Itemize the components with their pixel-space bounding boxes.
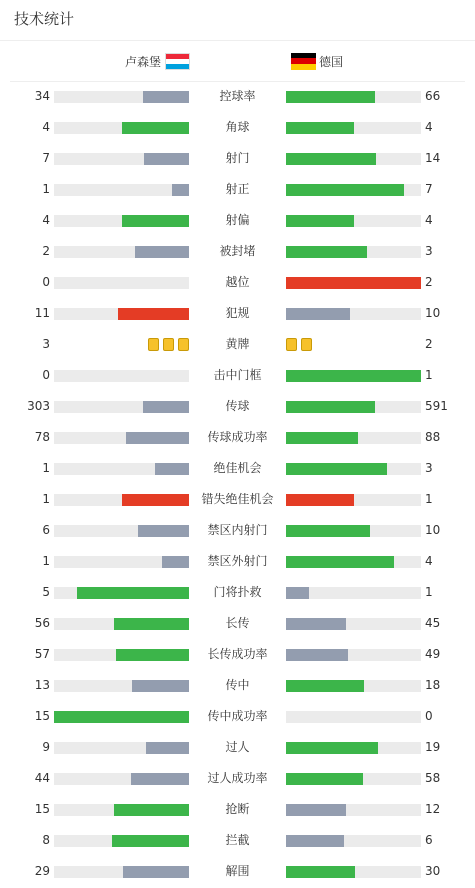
away-value: 2 <box>425 275 433 289</box>
home-bar-fill <box>126 432 189 444</box>
home-value: 4 <box>42 213 50 227</box>
away-bar-track <box>286 184 421 196</box>
home-bar-fill <box>135 246 189 258</box>
home-bar-track <box>54 587 189 599</box>
home-bar-fill <box>131 773 189 785</box>
away-bar-fill <box>286 649 348 661</box>
away-bar-fill <box>286 184 404 196</box>
stat-row <box>0 484 475 515</box>
home-bar-fill <box>144 153 189 165</box>
stat-row <box>0 701 475 732</box>
home-value: 15 <box>34 709 50 723</box>
away-bar-fill <box>286 370 421 382</box>
stat-label: 传球成功率 <box>207 430 268 444</box>
yellow-card-icon <box>163 338 174 351</box>
stat-label: 犯规 <box>225 306 250 320</box>
away-bar-fill <box>286 494 354 506</box>
home-bar-track <box>54 432 189 444</box>
home-value: 6 <box>42 523 50 537</box>
stat-label: 抢断 <box>225 802 250 816</box>
home-bar-track <box>54 122 189 134</box>
stat-row <box>0 391 475 422</box>
away-bar-fill <box>286 742 378 754</box>
home-bar-track <box>54 773 189 785</box>
away-bar-track <box>286 277 421 289</box>
stat-label: 禁区内射门 <box>207 523 268 537</box>
home-bar-fill <box>122 215 190 227</box>
home-bar-track <box>54 463 189 475</box>
home-bar-track <box>54 804 189 816</box>
stat-row <box>0 577 475 608</box>
away-bar-fill <box>286 401 375 413</box>
stat-label: 解围 <box>225 864 250 878</box>
stat-label: 拦截 <box>225 833 250 847</box>
home-value: 5 <box>42 585 50 599</box>
away-bar-fill <box>286 463 387 475</box>
stat-row <box>0 670 475 701</box>
away-yellow-cards <box>286 338 312 351</box>
stat-row <box>0 329 475 360</box>
stat-label: 传球 <box>225 399 250 413</box>
home-yellow-cards <box>148 338 189 351</box>
home-team-name: 卢森堡 <box>124 54 161 69</box>
home-value: 303 <box>27 399 50 413</box>
away-bar-track <box>286 649 421 661</box>
home-value: 0 <box>42 275 50 289</box>
home-bar-track <box>54 866 189 878</box>
stat-row <box>0 763 475 794</box>
home-bar-track <box>54 649 189 661</box>
away-value: 1 <box>425 368 433 382</box>
stat-row <box>0 608 475 639</box>
stats-list <box>0 81 475 887</box>
away-value: 3 <box>425 461 433 475</box>
stat-row <box>0 112 475 143</box>
home-bar-track <box>54 525 189 537</box>
home-bar-fill <box>132 680 189 692</box>
stat-row <box>0 453 475 484</box>
home-bar-fill <box>146 742 189 754</box>
home-value: 3 <box>42 337 50 351</box>
away-value: 7 <box>425 182 433 196</box>
away-bar-track <box>286 742 421 754</box>
stat-label: 绝佳机会 <box>213 461 262 475</box>
home-value: 4 <box>42 120 50 134</box>
home-bar-fill <box>118 308 189 320</box>
away-bar-fill <box>286 556 394 568</box>
away-bar-track <box>286 494 421 506</box>
away-bar-track <box>286 711 421 723</box>
stat-row <box>0 81 475 112</box>
stat-row <box>0 143 475 174</box>
away-value: 1 <box>425 585 433 599</box>
home-bar-fill <box>116 649 189 661</box>
away-value: 4 <box>425 554 433 568</box>
away-value: 3 <box>425 244 433 258</box>
stat-row <box>0 515 475 546</box>
away-value: 30 <box>425 864 441 878</box>
home-bar-track <box>54 153 189 165</box>
yellow-card-icon <box>301 338 312 351</box>
home-bar-fill <box>54 711 189 723</box>
away-bar-track <box>286 804 421 816</box>
away-bar-track <box>286 215 421 227</box>
home-bar-track <box>54 680 189 692</box>
away-bar-track <box>286 525 421 537</box>
stat-label: 传中 <box>225 678 250 692</box>
yellow-card-icon <box>148 338 159 351</box>
stat-label: 射门 <box>225 151 250 165</box>
away-bar-fill <box>286 525 370 537</box>
stat-label: 传中成功率 <box>207 709 268 723</box>
stat-label: 越位 <box>225 275 250 289</box>
away-value: 58 <box>425 771 441 785</box>
home-value: 2 <box>42 244 50 258</box>
home-bar-track <box>54 494 189 506</box>
home-team-header <box>125 51 190 71</box>
away-bar-track <box>286 463 421 475</box>
stat-row <box>0 298 475 329</box>
away-value: 88 <box>425 430 441 444</box>
home-value: 29 <box>34 864 50 878</box>
away-bar-track <box>286 587 421 599</box>
home-bar-fill <box>138 525 189 537</box>
home-value: 15 <box>34 802 50 816</box>
stat-row <box>0 732 475 763</box>
stat-row <box>0 360 475 391</box>
home-value: 1 <box>42 182 50 196</box>
home-value: 9 <box>42 740 50 754</box>
home-bar-fill <box>172 184 189 196</box>
away-bar-track <box>286 618 421 630</box>
home-bar-fill <box>143 401 189 413</box>
home-bar-track <box>54 308 189 320</box>
away-bar-track <box>286 153 421 165</box>
home-bar-track <box>54 835 189 847</box>
away-bar-fill <box>286 680 364 692</box>
home-bar-fill <box>77 587 189 599</box>
home-bar-track <box>54 246 189 258</box>
stat-label: 射正 <box>225 182 250 196</box>
stat-label: 过人 <box>225 740 250 754</box>
away-value: 591 <box>425 399 448 413</box>
stat-row <box>0 205 475 236</box>
stat-row <box>0 422 475 453</box>
home-value: 1 <box>42 461 50 475</box>
away-bar-track <box>286 773 421 785</box>
home-bar-track <box>54 215 189 227</box>
away-bar-track <box>286 246 421 258</box>
home-bar-track <box>54 742 189 754</box>
away-value: 66 <box>425 89 441 103</box>
home-value: 34 <box>34 89 50 103</box>
home-bar-fill <box>162 556 189 568</box>
home-bar-track <box>54 401 189 413</box>
away-bar-track <box>286 835 421 847</box>
away-value: 10 <box>425 306 441 320</box>
home-value: 7 <box>42 151 50 165</box>
away-bar-track <box>286 370 421 382</box>
stat-label: 门将扑救 <box>213 585 262 599</box>
away-value: 2 <box>425 337 433 351</box>
away-value: 19 <box>425 740 441 754</box>
luxembourg-flag-icon <box>165 53 190 70</box>
stat-row <box>0 267 475 298</box>
stat-row <box>0 174 475 205</box>
home-bar-fill <box>122 494 190 506</box>
away-bar-fill <box>286 804 346 816</box>
away-value: 14 <box>425 151 441 165</box>
stat-row <box>0 236 475 267</box>
title-divider <box>0 40 475 41</box>
away-bar-fill <box>286 835 344 847</box>
away-value: 1 <box>425 492 433 506</box>
home-bar-fill <box>114 804 189 816</box>
stat-row <box>0 794 475 825</box>
away-bar-fill <box>286 587 309 599</box>
stat-row <box>0 639 475 670</box>
away-value: 45 <box>425 616 441 630</box>
stat-label: 击中门框 <box>213 368 262 382</box>
away-bar-track <box>286 432 421 444</box>
away-value: 49 <box>425 647 441 661</box>
home-bar-track <box>54 556 189 568</box>
stat-label: 禁区外射门 <box>207 554 268 568</box>
away-bar-fill <box>286 215 354 227</box>
yellow-card-icon <box>286 338 297 351</box>
home-bar-fill <box>123 866 189 878</box>
stat-label: 过人成功率 <box>207 771 268 785</box>
home-value: 11 <box>34 306 50 320</box>
home-bar-fill <box>122 122 190 134</box>
home-value: 44 <box>34 771 50 785</box>
home-value: 57 <box>34 647 50 661</box>
stat-label: 长传成功率 <box>207 647 268 661</box>
away-value: 12 <box>425 802 441 816</box>
away-bar-fill <box>286 618 346 630</box>
stat-label: 错失绝佳机会 <box>201 492 274 506</box>
away-value: 4 <box>425 120 433 134</box>
stat-label: 角球 <box>225 120 250 134</box>
away-value: 4 <box>425 213 433 227</box>
home-bar-fill <box>114 618 189 630</box>
stat-label: 被封堵 <box>219 244 256 258</box>
away-bar-track <box>286 91 421 103</box>
page-title: 技术统计 <box>14 10 75 28</box>
away-bar-track <box>286 122 421 134</box>
home-value: 1 <box>42 554 50 568</box>
away-bar-track <box>286 680 421 692</box>
home-bar-track <box>54 91 189 103</box>
home-bar-track <box>54 277 189 289</box>
home-bar-track <box>54 618 189 630</box>
away-bar-fill <box>286 773 363 785</box>
away-bar-track <box>286 866 421 878</box>
home-value: 8 <box>42 833 50 847</box>
away-bar-track <box>286 556 421 568</box>
away-bar-fill <box>286 122 354 134</box>
home-value: 78 <box>34 430 50 444</box>
stat-label: 射偏 <box>225 213 250 227</box>
stat-label: 黄牌 <box>225 337 250 351</box>
away-team-name: 德国 <box>319 54 344 69</box>
away-bar-track <box>286 401 421 413</box>
away-team-header <box>291 51 343 71</box>
home-value: 1 <box>42 492 50 506</box>
germany-flag-icon <box>291 53 316 70</box>
home-bar-track <box>54 184 189 196</box>
away-bar-fill <box>286 277 421 289</box>
away-value: 10 <box>425 523 441 537</box>
stat-row <box>0 856 475 887</box>
home-bar-fill <box>112 835 189 847</box>
stat-label: 长传 <box>225 616 250 630</box>
home-value: 56 <box>34 616 50 630</box>
away-bar-track <box>286 308 421 320</box>
away-value: 6 <box>425 833 433 847</box>
home-bar-fill <box>155 463 189 475</box>
home-bar-track <box>54 370 189 382</box>
home-value: 13 <box>34 678 50 692</box>
away-value: 18 <box>425 678 441 692</box>
home-value: 0 <box>42 368 50 382</box>
away-bar-fill <box>286 246 367 258</box>
away-bar-fill <box>286 91 375 103</box>
away-bar-fill <box>286 153 376 165</box>
home-bar-track <box>54 711 189 723</box>
away-bar-fill <box>286 308 350 320</box>
away-bar-fill <box>286 866 355 878</box>
stat-row <box>0 546 475 577</box>
stat-label: 控球率 <box>219 89 256 103</box>
away-bar-fill <box>286 432 358 444</box>
away-value: 0 <box>425 709 433 723</box>
yellow-card-icon <box>178 338 189 351</box>
stat-row <box>0 825 475 856</box>
home-bar-fill <box>143 91 189 103</box>
